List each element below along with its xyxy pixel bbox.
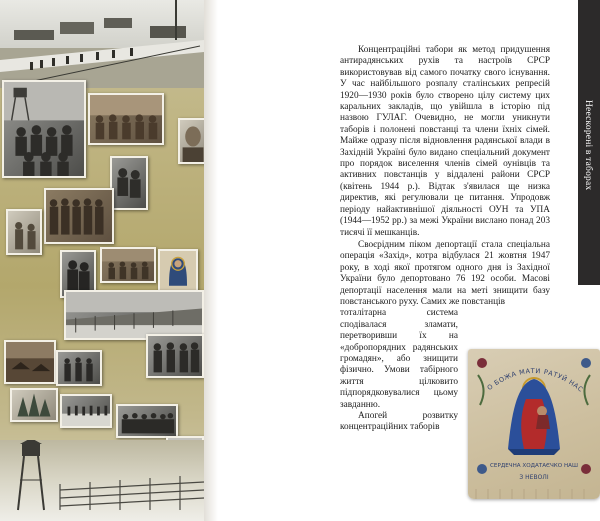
paragraph-1: Концентраційні табори як метод придушення антирадянських рухів та настроїв СРСР використовував від самого початку свого існування. У час найбільшого розпалу сталінських репресій 1920—1930 років було створено цілу систему цих каральних закладів, що увійшла в історію під назвою ГУЛАГ. Очевидно, не могли уникнути таборів і полонені повстанці та члени їхніх сімей. Майже одразу після відновлення радянської влади в Західній Україні було видано спеціальний документ про порядок виселення членів сімей оунівців та активних повстанців у віддалені райони СРСР (квітень 1944 р.). Відтак з'явилася ще низка директив, які регулювали це питання. Упродовж періоду найактивнішої діяльності ОУН та УПА (1944—1952 рр.) за межі України вислано понад 203 тисячі її мешканців.	[340, 45, 550, 238]
towel-top-text: О БОЖА МАТИ РАТУЙ НАС	[485, 366, 585, 394]
burned-village-photo	[4, 340, 56, 384]
towel-bottom-text-2: З НЕВОЛІ	[519, 474, 549, 481]
women-group-photo	[88, 93, 164, 145]
watchtower-group-photo	[2, 80, 86, 178]
section-side-tab	[578, 0, 600, 285]
paragraph-2-continued: тоталітарна система сподівалася зламати, перетворивши їх на «добропорядних радянських громадян», або знищити фізично. Умови табірного життя цілковито підпорядковувалися цьому завданню.	[340, 308, 458, 410]
paragraph-3: Апогей розвитку концентраційних таборів	[340, 411, 458, 433]
crowd-photo	[116, 404, 178, 438]
rural-family-photo	[6, 209, 42, 255]
seated-group-photo	[110, 156, 148, 210]
man-portrait-photo	[178, 118, 204, 164]
soldiers-photo	[56, 350, 102, 386]
camp-winter-scene-photo	[0, 0, 204, 88]
partisans-photo	[146, 334, 204, 378]
barracks-photo	[64, 290, 204, 340]
watchtower-fence-scene-photo	[0, 440, 204, 521]
forest-camp-photo	[10, 388, 58, 422]
madonna-icon-photo	[158, 249, 198, 295]
embroidered-towel-image	[468, 349, 600, 499]
madonna-embroidery-icon	[508, 378, 560, 455]
gathering-photo	[100, 247, 156, 283]
section-side-tab-label: Неескорені в таборах	[583, 100, 593, 191]
photo-collage	[0, 0, 204, 521]
marching-column-photo	[60, 394, 112, 428]
paragraph-2: Своєрідним піком депортації стала спеціальна операція «Захід», котра відбулася 21 жовтня 1947 року, в ході якої протягом одного дня із Західної України було депортовано 76 192 особи. Масові депортації населення мали на меті знищити базу повстанського руху. Самих же повстанців	[340, 239, 550, 307]
towel-bottom-text: СЕРДЕЧНА ХОДАТАЄЧКО НАШ	[490, 463, 578, 469]
page-gutter	[204, 0, 218, 521]
prisoners-row-photo	[44, 188, 114, 244]
